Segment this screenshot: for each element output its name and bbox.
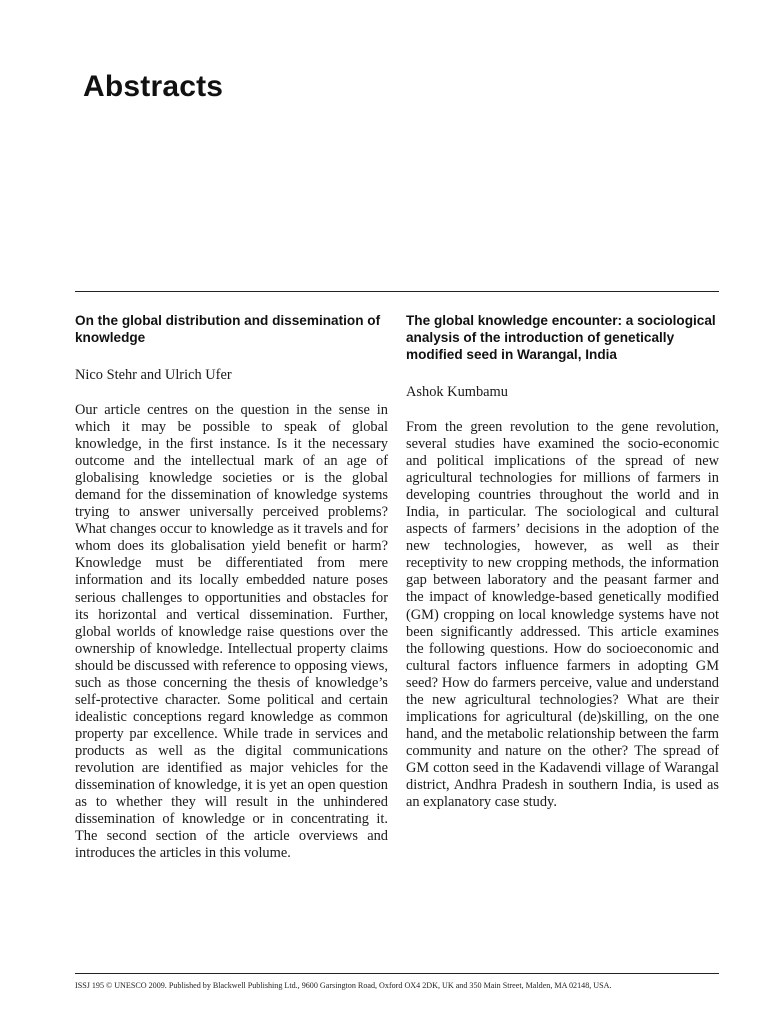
footer-divider [75,973,719,974]
article-right [406,312,719,811]
article-authors: Ashok Kumbamu [406,384,508,400]
article-authors: Nico Stehr and Ulrich Ufer [75,367,232,383]
publication-footer: ISSJ 195 © UNESCO 2009. Published by Blackwell Publishing Ltd., 9600 Garsington Road, Oxford OX4 2DK, UK and 350 Main Street, Malden, MA 02148, USA. [75,981,612,990]
header-divider [75,291,719,292]
article-left [75,312,388,862]
article-title: On the global distribution and dissemination of knowledge [75,313,381,345]
article-abstract: From the green revolution to the gene revolution, several studies have examined the socio-economic and political implications of the spread of new agricultural technologies for millions of farmers in developing countries throughout the world and in India, in particular. The sociological and cultural aspects of farmers’ decisions in the adoption of the new technologies, however, as well as their receptivity to new cropping methods, the information gap between laboratory and the peasant farmer and the impact of knowledge-based genetically modified (GM) cropping on local knowledge systems have not been significantly addressed. This article examines the following questions. How do socioeconomic and cultural factors influence farmers in adopting GM seed? How do farmers perceive, value and understand the new agricultural technologies? What are their implications for agricultural (de)skilling, on the one hand, and the metabolic relationship between the farm community and nature on the other? The spread of GM cotton seed in the Kadavendi village of Warangal district, Andhra Pradesh in southern India, is used as an explanatory case study. [406,419,719,811]
article-title: The global knowledge encounter: a sociological analysis of the introduction of genetically modified seed in Warangal, India [406,313,716,362]
article-abstract: Our article centres on the question in the sense in which it may be possible to speak of global knowledge, in the first instance. Is it the necessary outcome and the intellectual mark of an age of globalising knowledge societies or is the global demand for the dissemination of knowledge systems trying to answer universally perceived problems? What changes occur to knowledge as it travels and for whom does its globalisation yield benefit or harm? Knowledge must be differentiated from mere information and its locally embedded nature poses serious challenges to opportunities and obstacles for its horizontal and vertical dissemination. Further, global worlds of knowledge raise questions over the ownership of knowledge. Intellectual property claims should be discussed with reference to opposing views, such as those concerning the thesis of knowledge’s self-protective character. Some political and certain idealistic conceptions regard knowledge as common property par excellence. While trade in services and products as well as the digital communications revolution are identified as major vehicles for the dissemination of knowledge, it is yet an open question as to whether they will result in the unhindered dissemination of knowledge or in concentrating it. The second section of the article overviews and introduces the articles in this volume. [75,402,388,862]
page-title: Abstracts [83,70,224,103]
